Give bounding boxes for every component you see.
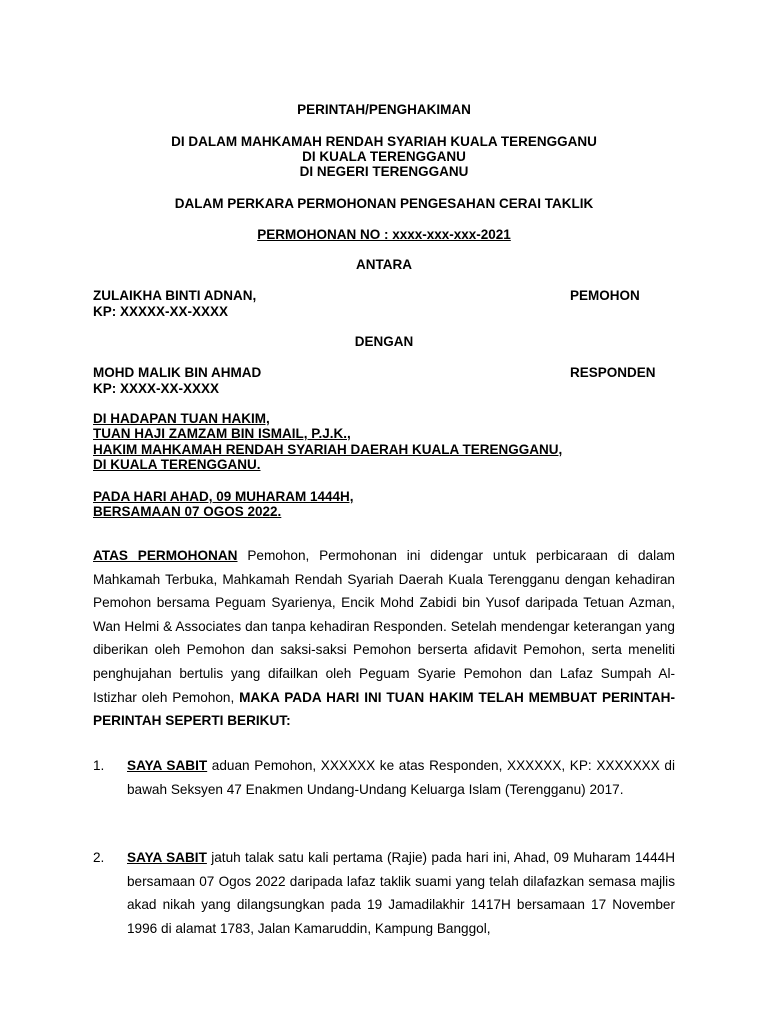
dengan-label: DENGAN [354,334,414,349]
intro-paragraph [93,544,675,733]
intro-lead: ATAS PERMOHONAN [93,548,238,563]
respondent-role: RESPONDEN [570,365,656,380]
judge-line-3: HAKIM MAHKAMAH RENDAH SYARIAH DAERAH KUALA TERENGGANU, [93,442,563,457]
antara-label: ANTARA [356,257,412,272]
matter-heading: DALAM PERKARA PERMOHONAN PENGESAHAN CERAI TAKLIK [174,196,594,211]
item-text: aduan Pemohon, XXXXXX ke atas Responden, XXXXXX, KP: XXXXXXX di bawah Seksyen 47 Enakmen Undang-Undang Keluarga Islam (Terengganu) 2017. [127,758,675,797]
order-item-2 [127,846,675,940]
respondent-ic: KP: XXXX-XX-XXXX [93,381,220,396]
court-line-1: DI DALAM MAHKAMAH RENDAH SYARIAH KUALA TERENGGANU [171,134,597,149]
order-item-1 [127,754,675,801]
item-number: 1. [93,758,105,773]
intro-text: Pemohon, Permohonan ini didengar untuk perbicaraan di dalam Mahkamah Terbuka, Mahkamah Rendah Syariah Daerah Kuala Terengganu dengan kehadiran Pemohon bersama Peguam Syarienya, Encik Mohd Zabidi bin Yusof daripada Tetuan Azman, Wan Helmi & Associates dan tanpa kehadiran Responden. Setelah mendengar keterangan yang diberikan oleh Pemohon dan saksi-saksi Pemohon berserta afidavit Pemohon, serta meneliti penghujahan bertulis yang difailkan oleh Peguam Syarie Pemohon dan Lafaz Sumpah Al-Istizhar oleh Pemohon, [93,548,676,705]
case-number: PERMOHONAN NO : xxxx-xxx-xxx-2021 [257,227,511,242]
date-line-1: PADA HARI AHAD, 09 MUHARAM 1444H, [93,489,354,504]
applicant-ic: KP: XXXXX-XX-XXXX [93,304,229,319]
document-title: PERINTAH/PENGHAKIMAN [297,102,471,117]
date-line-2: BERSAMAAN 07 OGOS 2022. [93,504,282,519]
judge-line-2: TUAN HAJI ZAMZAM BIN ISMAIL, P.J.K., [93,426,351,441]
item-lead: SAYA SABIT [127,758,208,773]
item-text: jatuh talak satu kali pertama (Rajie) pada hari ini, Ahad, 09 Muharam 1444H bersamaan 07 Ogos 2022 daripada lafaz taklik suami yang telah dilafazkan semasa majlis akad nikah yang dilangsungkan pada 19 Jamadilakhir 1417H bersamaan 17 November 1996 di alamat 1783, Jalan Kamaruddin, Kampung Banggol, [127,850,676,936]
court-line-3: DI NEGERI TERENGGANU [299,164,469,179]
applicant-name: ZULAIKHA BINTI ADNAN, [93,288,257,303]
court-line-2: DI KUALA TERENGGANU [302,149,466,164]
intro-tail: MAKA PADA HARI INI TUAN HAKIM TELAH MEMBUAT PERINTAH-PERINTAH SEPERTI BERIKUT: [93,689,675,729]
judge-line-4: DI KUALA TERENGGANU. [93,457,261,472]
item-lead: SAYA SABIT [127,850,207,865]
respondent-name: MOHD MALIK BIN AHMAD [93,365,262,380]
item-number: 2. [93,850,105,865]
judge-line-1: DI HADAPAN TUAN HAKIM, [93,411,270,426]
applicant-role: PEMOHON [570,288,640,303]
